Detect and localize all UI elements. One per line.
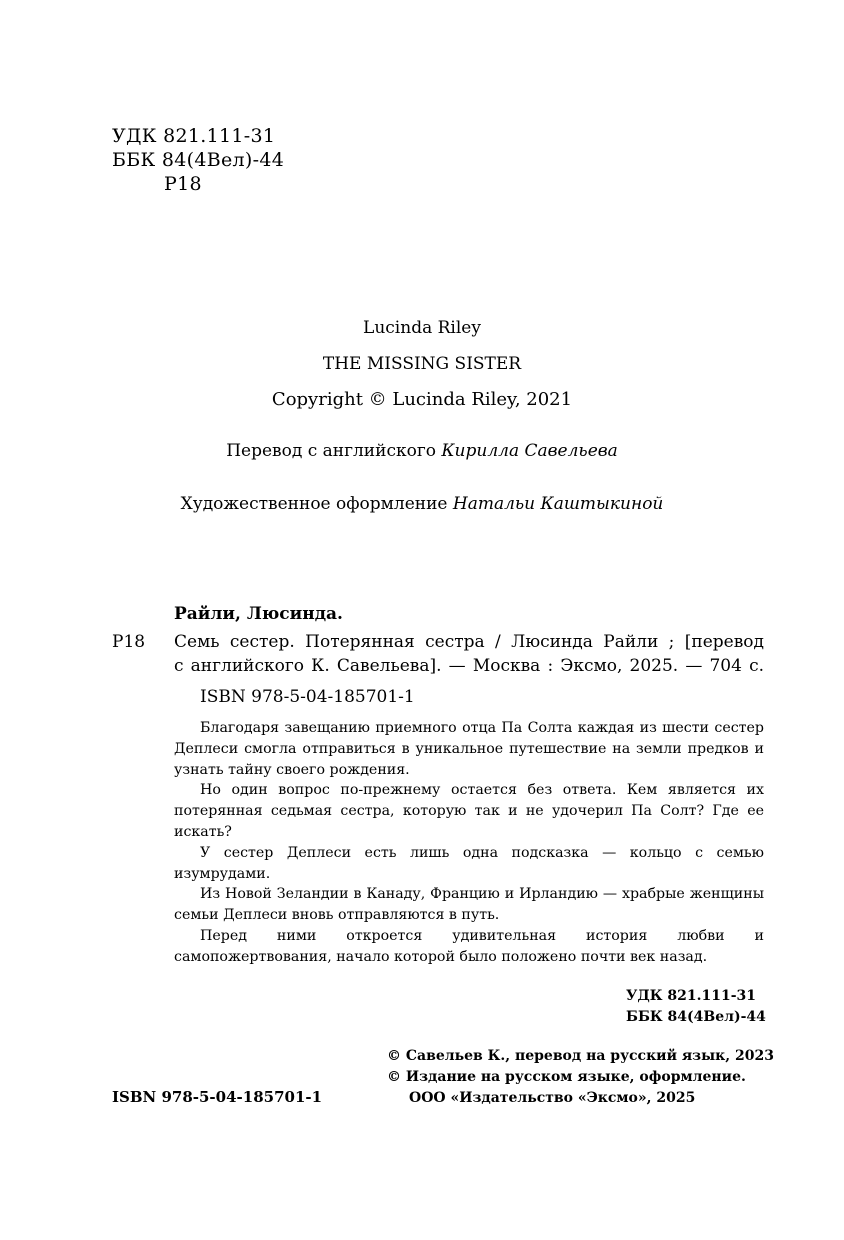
bbk-code: ББК 84(4Вел)-44	[112, 149, 285, 171]
art-label: Художественное оформление	[180, 494, 448, 514]
card-author: Райли, Люсинда.	[174, 604, 343, 624]
original-copyright: Copyright © Lucinda Riley, 2021	[271, 389, 573, 410]
footer-isbn: ISBN 978-5-04-185701-1	[112, 1088, 323, 1106]
publisher: ООО «Издательство «Эксмо», 2025	[409, 1090, 696, 1106]
art-credit	[0, 494, 844, 514]
artist-name: Натальи Каштыкиной	[452, 494, 664, 514]
annotation-paragraph: Но один вопрос по-прежнему остается без ответа. Кем является их потерянная седьмая сестра, которую так и не удочерил Па Солт? Где ее искать?	[174, 782, 764, 840]
annotation-paragraph: Из Новой Зеландии в Канаду, Францию и Ирландию — храбрые женщины семьи Деплеси вновь отправляются в путь.	[174, 886, 764, 924]
translation-label: Перевод с английского	[226, 441, 436, 461]
translator-name: Кирилла Савельева	[441, 441, 618, 461]
udk-code: УДК 821.111-31	[112, 125, 276, 147]
footer-udk: УДК 821.111-31	[626, 988, 757, 1004]
annotation	[174, 718, 764, 968]
original-author: Lucinda Riley	[363, 318, 481, 338]
card-isbn: ISBN 978-5-04-185701-1	[200, 687, 415, 707]
original-title: THE MISSING SISTER	[322, 354, 522, 374]
card-code: Р18	[112, 632, 146, 652]
annotation-paragraph: У сестер Деплеси есть лишь одна подсказка — кольцо с семью изумрудами.	[174, 844, 764, 882]
translation-credit	[0, 441, 844, 461]
annotation-paragraph: Перед ними откроется удивительная история любви и самопожертвования, начало которой было положено почти век назад.	[174, 927, 764, 965]
author-mark: Р18	[164, 173, 202, 195]
card-description-line-2: с английского К. Савельева]. — Москва : Эксмо, 2025. — 704 с.	[174, 656, 764, 676]
footer-bbk: ББК 84(4Вел)-44	[626, 1009, 766, 1025]
copyright-edition: © Издание на русском языке, оформление.	[387, 1069, 746, 1085]
card-description-line-1: Семь сестер. Потерянная сестра / Люсинда Райли ; [перевод	[174, 632, 764, 652]
classification-codes	[112, 124, 284, 196]
copyright-translation: © Савельев К., перевод на русский язык, 2023	[387, 1048, 774, 1064]
footer-codes	[626, 986, 766, 1028]
footer-copyrights	[387, 1046, 774, 1109]
annotation-paragraph: Благодаря завещанию приемного отца Па Солта каждая из шести сестер Деплеси смогла отправиться в уникальное путешествие на земли предков и узнать тайну своего рождения.	[174, 720, 764, 778]
